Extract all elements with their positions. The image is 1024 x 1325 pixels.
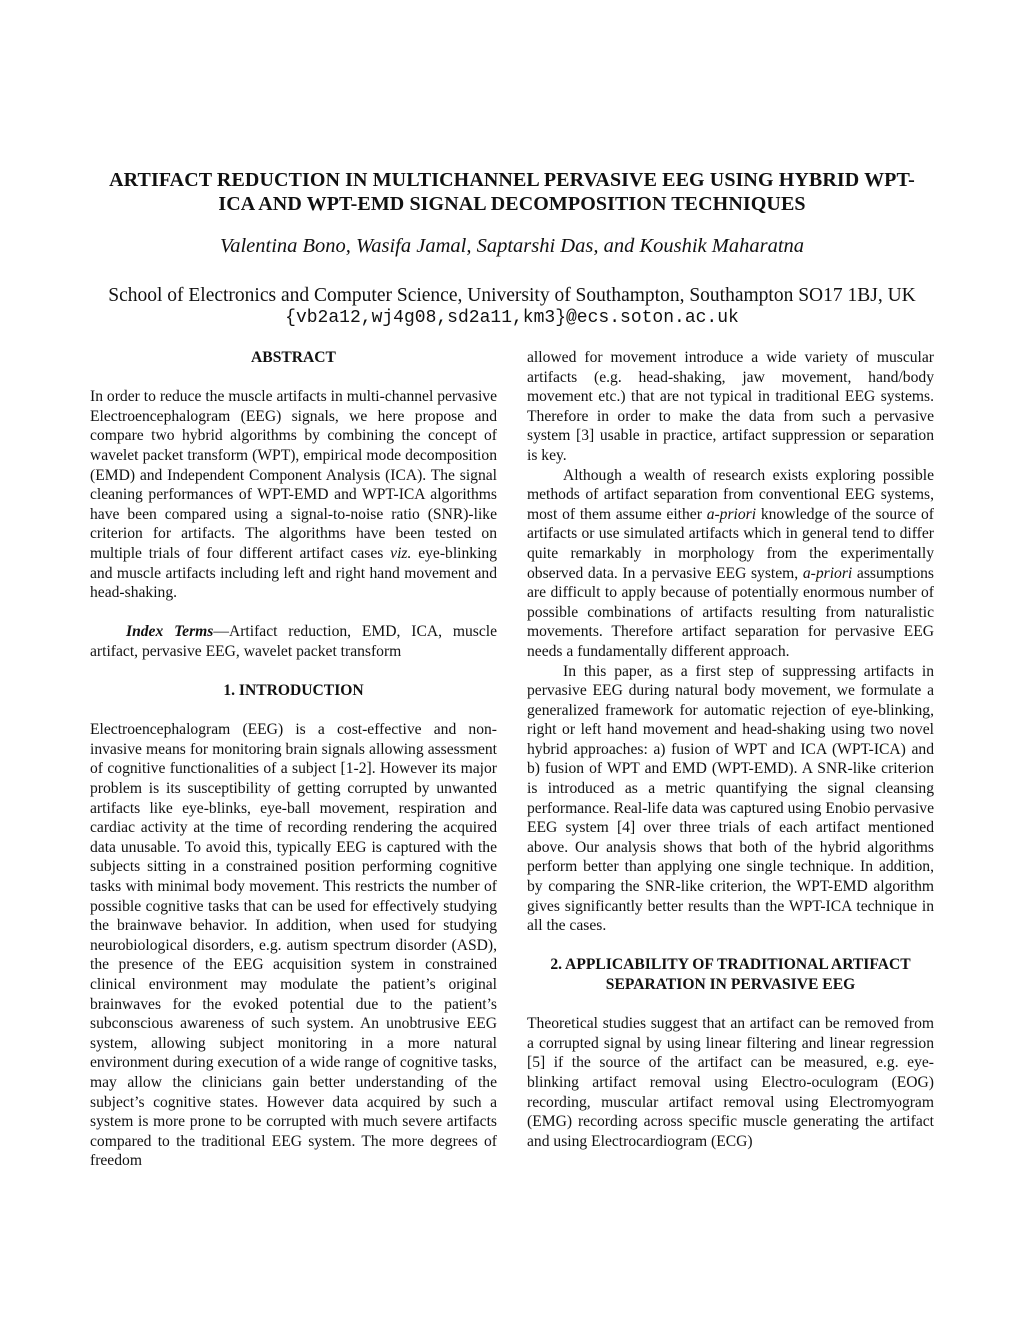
index-terms-text: —Artifact reduction, EMD, ICA, muscle artifact, pervasive EEG, wavelet packet transform	[90, 623, 498, 660]
index-terms	[90, 622, 497, 661]
abstract-paragraph	[90, 387, 497, 603]
abstract-heading: ABSTRACT	[251, 349, 336, 366]
title-line-2: ICA AND WPT-EMD SIGNAL DECOMPOSITION TECHNIQUES	[218, 193, 806, 215]
intro-p2-text-c: assumptions are difficult to apply because of potentially enormous number of possible combinations of artifacts resulting from naturalistic movements. Therefore artifact separation for pervasive EEG needs a fundamentally different approach.	[527, 564, 935, 660]
abstract-viz: viz.	[390, 544, 412, 562]
section-2-heading-line-2: SEPARATION IN PERVASIVE EEG	[605, 976, 856, 993]
index-terms-label: Index Terms	[126, 623, 214, 641]
paper-title	[100, 168, 924, 216]
author-list: Valentina Bono, Wasifa Jamal, Saptarshi Das, and Koushik Maharatna	[219, 235, 805, 257]
left-column	[90, 348, 497, 1171]
right-column	[527, 348, 934, 1151]
abstract-text-b: eye-blinking and muscle artifacts including left and right hand movement and head-shaking.	[90, 544, 498, 602]
intro-heading: 1. INTRODUCTION	[223, 682, 364, 700]
section-2-paragraph-1: Theoretical studies suggest that an artifact can be removed from a corrupted signal by using linear filtering and linear regression [5] if the source of the artifact can be measured, e.g. eye-blinking artifact removal using Electro-oculogram (EOG) recording, muscular artifact removal using Electromyogram (EMG) recording across specific muscle generating the artifact and using Electrocardiogram (ECG)	[527, 1015, 934, 1150]
intro-p2-apriori-1: a-priori	[706, 505, 757, 523]
intro-paragraph-2	[527, 466, 934, 662]
intro-paragraph-1-continued: allowed for movement introduce a wide variety of muscular artifacts (e.g. head-shaking, jaw movement, hand/body movement etc.) that are not typical in traditional EEG systems. Therefore in order to make the data from such a pervasive system [3] usable in practice, artifact suppression or separation is key.	[527, 349, 934, 464]
intro-paragraph-3: In this paper, as a first step of suppressing artifacts in pervasive EEG during natural body movement, we formulate a generalized framework for automatic rejection of eye-blinking, right or left hand movement and head-shaking using two novel hybrid approaches: a) fusion of WPT and ICA (WPT-ICA) and b) fusion of WPT and EMD (WPT-EMD). A SNR-like criterion is introduced as a metric quantifying the signal cleansing performance. Real-life data was captured using Enobio pervasive EEG system [4] over three trials of each artifact mentioned above. Our analysis shows that both of the hybrid algorithms perform better than applying one single technique. In addition, by comparing the SNR-like criterion, the WPT-EMD algorithm gives significantly better results than the WPT-ICA technique in all the cases.	[527, 662, 935, 935]
section-2-heading-line-1: 2. APPLICABILITY OF TRADITIONAL ARTIFACT	[550, 956, 911, 974]
intro-p2-text-b: knowledge of the source of artifacts or use simulated artifacts which in general tend to differ quite remarkably in morphology from the experimentally observed data. In a pervasive EEG system,	[527, 505, 934, 582]
author-emails: {vb2a12,wj4g08,sd2a11,km3}@ecs.soton.ac.uk	[285, 308, 739, 328]
section-2-heading	[527, 955, 934, 994]
affiliation: School of Electronics and Computer Science, University of Southampton, Southampton SO17 1BJ, UK	[108, 285, 916, 306]
intro-p2-text-a: Although a wealth of research exists exploring possible methods of artifact separation from conventional EEG systems, most of them assume either	[527, 466, 934, 523]
intro-p2-apriori-2: a-priori	[802, 564, 853, 582]
title-line-1: ARTIFACT REDUCTION IN MULTICHANNEL PERVASIVE EEG USING HYBRID WPT-	[109, 169, 915, 191]
intro-paragraph-1: Electroencephalogram (EEG) is a cost-effective and non-invasive means for monitoring brain signals allowing assessment of cognitive functionalities of a subject [1-2]. However its major problem is its susceptibility of getting corrupted by unwanted artifacts like eye-blinks, eye-ball movement, respiration and cardiac activity at the time of recording rendering the acquired data unusable. To avoid this, typically EEG is captured with the subjects sitting in a constrained position performing cognitive tasks with minimal body movement. This restricts the number of possible cognitive tasks that can be used for effectively studying the brainwave behavior. In addition, when used for studying neurobiological disorders, e.g. autism spectrum disorder (ASD), the presence of the EEG acquisition system in constrained clinical environment may modulate the patient’s original brainwaves for the evoked potential due to the patient’s subconscious awareness of such system. An unobtrusive EEG system, allowing subject monitoring in a more natural environment during execution of a wide range of cognitive tasks, may allow the clinicians gain better understanding of the subject’s cognitive states. However data acquired by such a system is more prone to be corrupted with much severe artifacts compared to the traditional EEG system. The more degrees of freedom	[90, 721, 497, 1170]
abstract-text-a: In order to reduce the muscle artifacts in multi-channel pervasive Electroencephalogram (EEG) signals, we here propose and compare two hybrid algorithms by combining the concept of wavelet packet transform (WPT), empirical mode decomposition (EMD) and Independent Component Analysis (ICA). The signal cleaning performances of WPT-EMD and WPT-ICA algorithms have been compared using a signal-to-noise ratio (SNR)-like criterion for artifacts. The algorithms have been tested on multiple trials of four different artifact cases	[90, 388, 497, 562]
